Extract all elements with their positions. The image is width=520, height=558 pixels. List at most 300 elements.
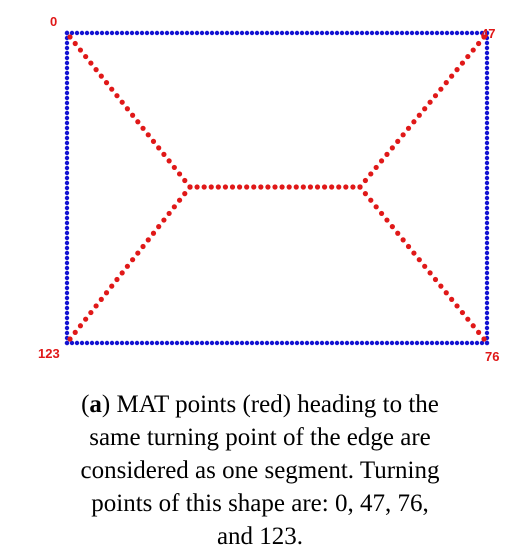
boundary-point	[400, 31, 404, 35]
mat-point	[216, 184, 221, 189]
boundary-point	[485, 241, 489, 245]
boundary-point	[65, 201, 69, 205]
boundary-point	[485, 216, 489, 220]
boundary-point	[65, 271, 69, 275]
boundary-point	[110, 341, 114, 345]
boundary-point	[485, 206, 489, 210]
mat-point	[83, 54, 88, 59]
boundary-point	[435, 341, 439, 345]
boundary-point	[270, 31, 274, 35]
mat-point	[251, 184, 256, 189]
boundary-point	[200, 31, 204, 35]
mat-point	[460, 310, 465, 315]
boundary-point	[325, 31, 329, 35]
boundary-point	[65, 141, 69, 145]
boundary-point	[150, 341, 154, 345]
boundary-point	[255, 341, 259, 345]
mat-point	[417, 113, 422, 118]
boundary-point	[65, 146, 69, 150]
boundary-point	[485, 56, 489, 60]
boundary-point	[335, 341, 339, 345]
mat-point	[374, 204, 379, 209]
mat-point	[130, 113, 135, 118]
boundary-point	[485, 126, 489, 130]
mat-point	[368, 198, 373, 203]
mat-point	[433, 93, 438, 98]
boundary-point	[485, 221, 489, 225]
boundary-point	[110, 31, 114, 35]
boundary-point	[65, 46, 69, 50]
boundary-point	[485, 181, 489, 185]
mat-point	[308, 184, 313, 189]
boundary-point	[65, 116, 69, 120]
mat-point	[67, 34, 72, 39]
boundary-point	[125, 341, 129, 345]
boundary-point	[300, 31, 304, 35]
boundary-point	[485, 226, 489, 230]
boundary-point	[270, 341, 274, 345]
mat-point	[114, 93, 119, 98]
boundary-point	[415, 341, 419, 345]
boundary-point	[65, 326, 69, 330]
boundary-point	[165, 31, 169, 35]
boundary-point	[485, 291, 489, 295]
boundary-point	[175, 341, 179, 345]
boundary-point	[485, 101, 489, 105]
boundary-point	[340, 341, 344, 345]
boundary-point	[485, 266, 489, 270]
boundary-point	[260, 341, 264, 345]
boundary-point	[240, 31, 244, 35]
boundary-point	[455, 31, 459, 35]
boundary-point	[65, 266, 69, 270]
mat-point	[390, 145, 395, 150]
boundary-point	[65, 256, 69, 260]
boundary-point	[440, 31, 444, 35]
boundary-point	[455, 341, 459, 345]
boundary-point	[65, 236, 69, 240]
mat-point	[322, 184, 327, 189]
boundary-point	[225, 31, 229, 35]
mat-point	[476, 41, 481, 46]
boundary-point	[415, 31, 419, 35]
boundary-point	[65, 316, 69, 320]
boundary-point	[75, 31, 79, 35]
boundary-point	[320, 341, 324, 345]
boundary-point	[205, 341, 209, 345]
mat-point	[182, 191, 187, 196]
boundary-point	[65, 156, 69, 160]
mat-point	[357, 184, 362, 189]
boundary-point	[165, 341, 169, 345]
boundary-point	[65, 86, 69, 90]
mat-point	[315, 184, 320, 189]
boundary-point	[485, 46, 489, 50]
boundary-point	[355, 31, 359, 35]
boundary-point	[485, 156, 489, 160]
boundary-point	[65, 216, 69, 220]
mat-point	[368, 171, 373, 176]
mat-point	[272, 184, 277, 189]
mat-point	[120, 100, 125, 105]
boundary-point	[130, 31, 134, 35]
boundary-point	[330, 31, 334, 35]
boundary-point	[485, 231, 489, 235]
boundary-point	[485, 316, 489, 320]
mat-point	[411, 250, 416, 255]
boundary-point	[230, 31, 234, 35]
boundary-point	[190, 341, 194, 345]
mat-point	[465, 317, 470, 322]
mat-point	[438, 87, 443, 92]
boundary-point	[220, 31, 224, 35]
boundary-point	[65, 341, 69, 345]
mat-point	[99, 74, 104, 79]
mat-point	[140, 244, 145, 249]
mat-point	[146, 237, 151, 242]
boundary-point	[485, 301, 489, 305]
boundary-point	[275, 31, 279, 35]
boundary-point	[65, 281, 69, 285]
boundary-point	[485, 256, 489, 260]
boundary-point	[485, 146, 489, 150]
boundary-point	[75, 341, 79, 345]
boundary-point	[370, 341, 374, 345]
mat-point	[73, 330, 78, 335]
boundary-point	[465, 31, 469, 35]
boundary-point	[210, 31, 214, 35]
boundary-point	[65, 71, 69, 75]
boundary-point	[485, 61, 489, 65]
boundary-point	[485, 176, 489, 180]
boundary-point	[175, 31, 179, 35]
boundary-point	[485, 236, 489, 240]
boundary-point	[485, 76, 489, 80]
boundary-point	[425, 341, 429, 345]
boundary-point	[150, 31, 154, 35]
boundary-point	[65, 211, 69, 215]
boundary-point	[400, 341, 404, 345]
boundary-point	[65, 231, 69, 235]
boundary-point	[65, 56, 69, 60]
mat-point	[427, 100, 432, 105]
boundary-point	[465, 341, 469, 345]
boundary-point	[65, 151, 69, 155]
boundary-point	[65, 126, 69, 130]
boundary-point	[65, 251, 69, 255]
boundary-point	[220, 341, 224, 345]
mat-point	[223, 184, 228, 189]
boundary-point	[485, 311, 489, 315]
boundary-point	[65, 61, 69, 65]
mat-point	[444, 290, 449, 295]
mat-point	[161, 217, 166, 222]
mat-point	[481, 336, 486, 341]
boundary-point	[485, 116, 489, 120]
boundary-point	[425, 31, 429, 35]
boundary-point	[450, 31, 454, 35]
mat-point	[401, 237, 406, 242]
mat-point	[151, 139, 156, 144]
turning-point-label-76: 76	[485, 349, 500, 364]
mat-point	[104, 80, 109, 85]
boundary-point	[155, 31, 159, 35]
boundary-point	[245, 31, 249, 35]
boundary-point	[385, 341, 389, 345]
mat-point	[177, 198, 182, 203]
boundary-point	[345, 341, 349, 345]
boundary-point	[380, 341, 384, 345]
boundary-point	[295, 341, 299, 345]
boundary-point	[90, 341, 94, 345]
boundary-point	[100, 341, 104, 345]
boundary-point	[65, 226, 69, 230]
mat-point	[294, 184, 299, 189]
boundary-point	[375, 341, 379, 345]
caption-line-5: and 123.	[216, 523, 304, 550]
boundary-point	[280, 31, 284, 35]
mat-point	[395, 139, 400, 144]
boundary-point	[250, 341, 254, 345]
boundary-point	[170, 341, 174, 345]
boundary-point	[145, 341, 149, 345]
boundary-point	[185, 341, 189, 345]
boundary-point	[315, 31, 319, 35]
boundary-point	[305, 31, 309, 35]
mat-point	[422, 106, 427, 111]
boundary-point	[485, 321, 489, 325]
boundary-point	[485, 271, 489, 275]
mat-skeleton	[67, 34, 486, 341]
mat-point	[343, 184, 348, 189]
boundary-point	[210, 341, 214, 345]
boundary-point	[80, 31, 84, 35]
boundary-point	[485, 331, 489, 335]
mat-point	[187, 184, 192, 189]
boundary-point	[65, 311, 69, 315]
boundary-point	[85, 31, 89, 35]
boundary-point	[445, 31, 449, 35]
boundary-point	[345, 31, 349, 35]
boundary-point	[105, 31, 109, 35]
boundary-point	[335, 31, 339, 35]
mat-point	[88, 310, 93, 315]
mat-point	[350, 184, 355, 189]
boundary-point	[410, 341, 414, 345]
mat-point	[444, 80, 449, 85]
boundary-point	[125, 31, 129, 35]
boundary-point	[135, 31, 139, 35]
boundary-point	[65, 181, 69, 185]
mat-point	[125, 106, 130, 111]
mat-point	[411, 119, 416, 124]
caption-line-3: considered as one segment. Turning	[80, 457, 440, 484]
panel-letter: a	[89, 391, 102, 418]
boundary-point	[355, 341, 359, 345]
boundary-point	[485, 341, 489, 345]
boundary-point	[65, 261, 69, 265]
boundary-point	[120, 31, 124, 35]
boundary-point	[205, 31, 209, 35]
mat-point	[237, 184, 242, 189]
boundary-point	[65, 121, 69, 125]
mat-point	[401, 132, 406, 137]
boundary-point	[395, 341, 399, 345]
caption-line-4: points of this shape are: 0, 47, 76,	[91, 490, 429, 517]
boundary-point	[315, 341, 319, 345]
boundary-point	[85, 341, 89, 345]
mat-point	[120, 270, 125, 275]
mat-point	[438, 284, 443, 289]
boundary-point	[160, 31, 164, 35]
mat-point	[135, 250, 140, 255]
mat-point	[406, 244, 411, 249]
mat-point	[454, 303, 459, 308]
boundary-point	[485, 41, 489, 45]
boundary-point	[265, 341, 269, 345]
mat-point	[93, 303, 98, 308]
boundary-point	[470, 341, 474, 345]
boundary-point	[280, 341, 284, 345]
mat-point	[167, 158, 172, 163]
mat-point	[449, 74, 454, 79]
boundary-point	[65, 161, 69, 165]
caption-line-2: same turning point of the edge are	[89, 424, 431, 451]
boundary-point	[65, 206, 69, 210]
mat-point	[109, 87, 114, 92]
mat-point	[78, 47, 83, 52]
boundary-point	[485, 281, 489, 285]
mat-point	[329, 184, 334, 189]
boundary-point	[475, 31, 479, 35]
mat-point	[156, 224, 161, 229]
mat-point	[460, 60, 465, 65]
boundary-point	[65, 221, 69, 225]
boundary-point	[195, 31, 199, 35]
boundary-point	[65, 136, 69, 140]
boundary-point	[485, 286, 489, 290]
mat-point	[99, 297, 104, 302]
boundary-point	[275, 341, 279, 345]
turning-point-label-0: 0	[50, 14, 58, 29]
boundary-point	[365, 31, 369, 35]
mat-point	[130, 257, 135, 262]
boundary-point	[65, 91, 69, 95]
caption-line-1: (a) MAT points (red) heading to the	[81, 391, 439, 418]
boundary-point	[90, 31, 94, 35]
boundary-point	[65, 306, 69, 310]
boundary-point	[445, 341, 449, 345]
boundary-point	[260, 31, 264, 35]
mat-point	[476, 330, 481, 335]
mat-point	[104, 290, 109, 295]
caption-line-1-text: MAT points (red) heading to the	[110, 391, 439, 418]
mat-point	[390, 224, 395, 229]
boundary-point	[65, 176, 69, 180]
mat-point	[125, 264, 130, 269]
boundary-point	[485, 51, 489, 55]
boundary-point	[485, 106, 489, 110]
boundary-point	[395, 31, 399, 35]
boundary-point	[245, 341, 249, 345]
boundary-point	[65, 301, 69, 305]
boundary-point	[290, 31, 294, 35]
boundary-point	[230, 341, 234, 345]
mat-point	[384, 152, 389, 157]
mat-point	[422, 264, 427, 269]
boundary-point	[65, 321, 69, 325]
boundary-point	[190, 31, 194, 35]
boundary-point	[350, 31, 354, 35]
mat-point	[279, 184, 284, 189]
mat-point	[230, 184, 235, 189]
boundary-point	[460, 341, 464, 345]
mat-point	[146, 132, 151, 137]
boundary-point	[485, 71, 489, 75]
boundary-point	[485, 171, 489, 175]
mat-point	[336, 184, 341, 189]
boundary-point	[440, 341, 444, 345]
boundary-point	[285, 341, 289, 345]
mat-point	[287, 184, 292, 189]
boundary-point	[65, 31, 69, 35]
boundary-point	[460, 31, 464, 35]
boundary-point	[180, 341, 184, 345]
boundary-point	[135, 341, 139, 345]
boundary-point	[485, 121, 489, 125]
mat-point	[140, 126, 145, 131]
mat-point	[182, 178, 187, 183]
boundary-point	[405, 341, 409, 345]
boundary-point	[485, 111, 489, 115]
mat-point	[433, 277, 438, 282]
boundary-point	[485, 201, 489, 205]
boundary-point	[450, 341, 454, 345]
boundary-point	[475, 341, 479, 345]
mat-point	[395, 231, 400, 236]
boundary-point	[485, 96, 489, 100]
mat-point	[417, 257, 422, 262]
boundary-point	[65, 51, 69, 55]
boundary-point	[65, 331, 69, 335]
boundary-point	[385, 31, 389, 35]
boundary-point	[105, 341, 109, 345]
boundary-point	[485, 276, 489, 280]
boundary-point	[65, 186, 69, 190]
boundary-point	[485, 306, 489, 310]
boundary-point	[65, 241, 69, 245]
mat-point	[301, 184, 306, 189]
boundary-point	[485, 196, 489, 200]
boundary-point	[485, 136, 489, 140]
boundary-point	[80, 341, 84, 345]
mat-point	[449, 297, 454, 302]
boundary-point	[380, 31, 384, 35]
boundary-point	[330, 341, 334, 345]
mat-point	[67, 336, 72, 341]
boundary-point	[485, 166, 489, 170]
mat-point	[194, 184, 199, 189]
boundary-point	[65, 41, 69, 45]
boundary-point	[485, 211, 489, 215]
mat-point	[209, 184, 214, 189]
mat-point	[379, 158, 384, 163]
mat-point	[172, 165, 177, 170]
boundary-point	[185, 31, 189, 35]
boundary-point	[65, 131, 69, 135]
boundary-point	[65, 106, 69, 110]
boundary-point	[225, 341, 229, 345]
